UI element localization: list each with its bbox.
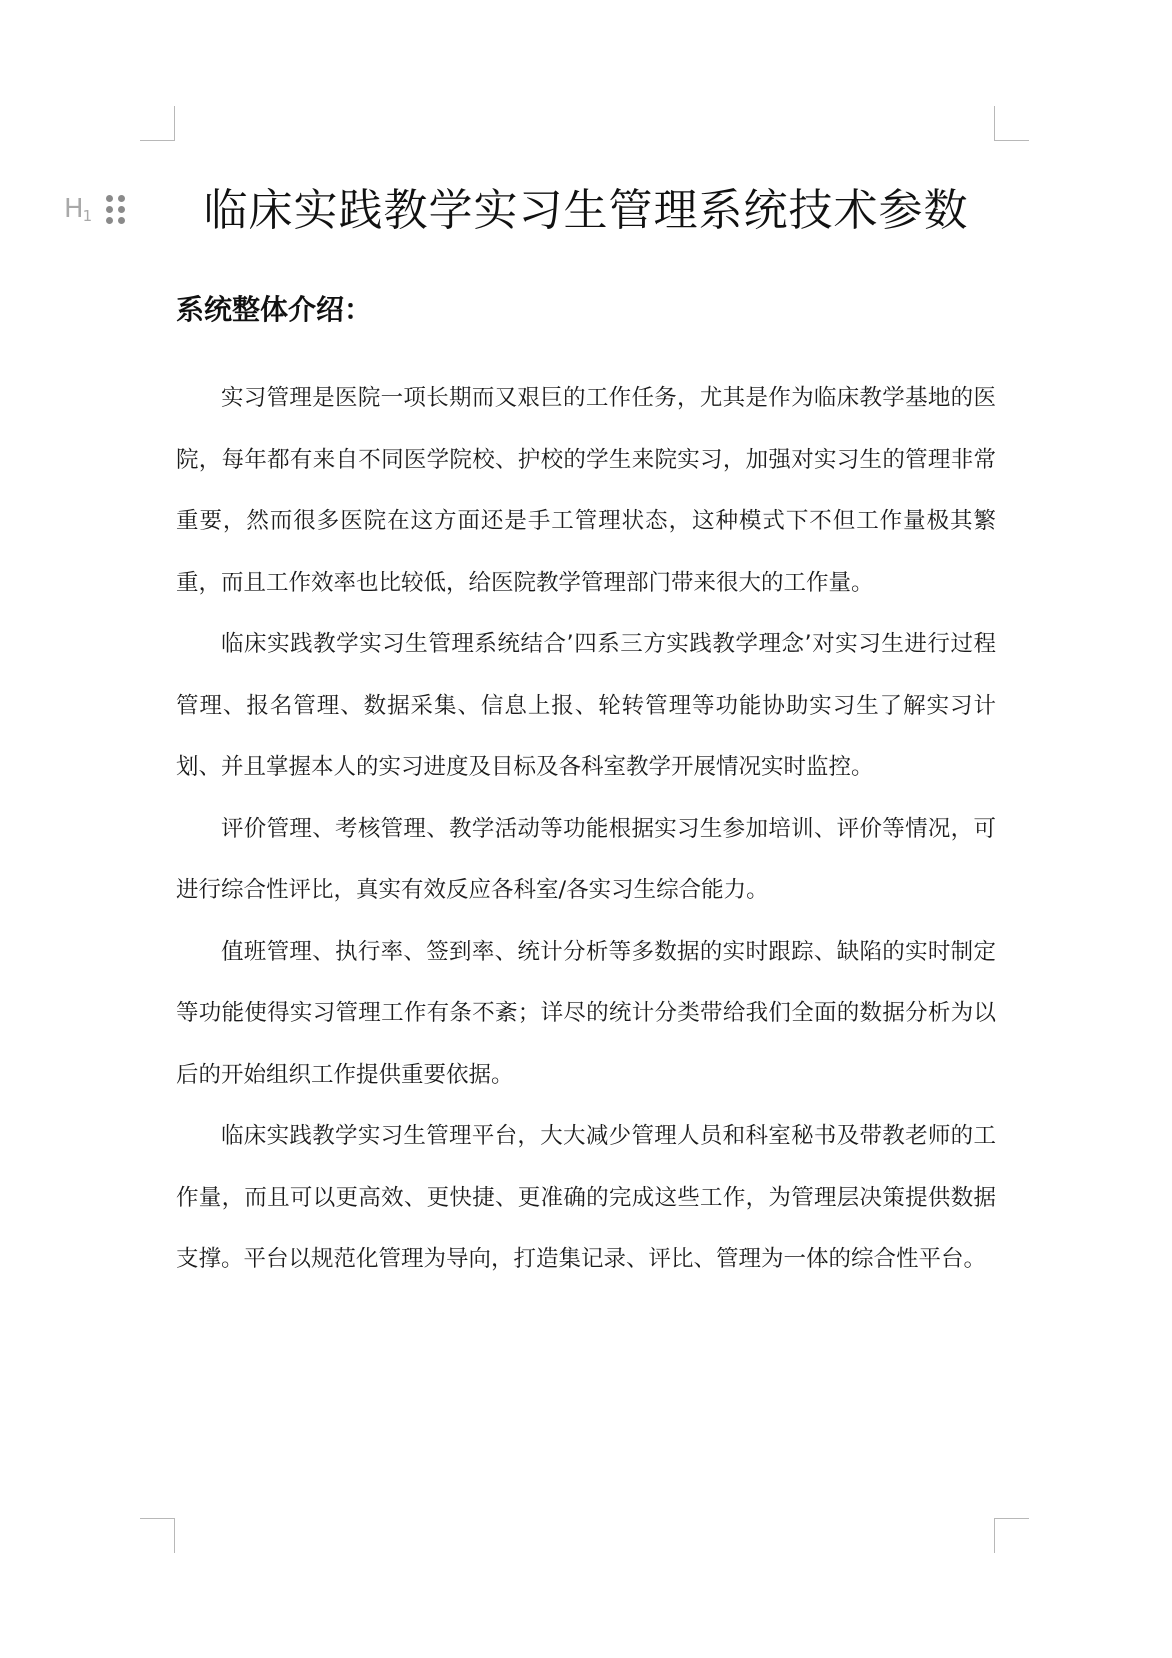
heading-level-letter: H [64, 194, 83, 224]
paragraph-1[interactable]: 实习管理是医院一项长期而又艰巨的工作任务，尤其是作为临床教学基地的医院，每年都有来自不同医学院校、护校的学生来院实习，加强对实习生的管理非常重要，然而很多医院在这方面还是手工管理状态，这种模式下不但工作量极其繁重，而且工作效率也比较低，给医院教学管理部门带来很大的工作量。 [176, 385, 996, 596]
section-heading[interactable]: 系统整体介绍： [176, 293, 373, 326]
paragraph-4[interactable]: 值班管理、执行率、签到率、统计分析等多数据的实时跟踪、缺陷的实时制定等功能使得实习管理工作有条不紊；详尽的统计分类带给我们全面的数据分析为以后的开始组织工作提供重要依据。 [176, 938, 996, 1088]
drag-dot [118, 195, 125, 202]
body-text [176, 368, 996, 1291]
drag-dot [106, 217, 113, 224]
document-title[interactable]: 临床实践教学实习生管理系统技术参数 [203, 185, 969, 236]
crop-mark-bottom-right [994, 1518, 1029, 1553]
drag-dot [118, 206, 125, 213]
crop-mark-top-right [994, 106, 1029, 141]
paragraph-3[interactable]: 评价管理、考核管理、教学活动等功能根据实习生参加培训、评价等情况，可进行综合性评比，真实有效反应各科室/各实习生综合能力。 [176, 815, 996, 903]
drag-dot [118, 217, 125, 224]
drag-dot [106, 206, 113, 213]
paragraph-2[interactable]: 临床实践教学实习生管理系统结合’四系三方实践教学理念’对实习生进行过程管理、报名管理、数据采集、信息上报、轮转管理等功能协助实习生了解实习计划、并且掌握本人的实习进度及目标及各科室教学开展情况实时监控。 [176, 631, 996, 780]
drag-dot [106, 195, 113, 202]
heading-level-icon[interactable] [64, 194, 91, 225]
heading-level-number: 1 [82, 207, 92, 225]
paragraph-5[interactable]: 临床实践教学实习生管理平台，大大减少管理人员和科室秘书及带教老师的工作量，而且可以更高效、更快捷、更准确的完成这些工作，为管理层决策提供数据支撑。平台以规范化管理为导向，打造集记录、评比、管理为一体的综合性平台。 [176, 1123, 996, 1272]
drag-handle-icon[interactable] [106, 195, 126, 225]
crop-mark-top-left [140, 106, 175, 141]
crop-mark-bottom-left [140, 1518, 175, 1553]
